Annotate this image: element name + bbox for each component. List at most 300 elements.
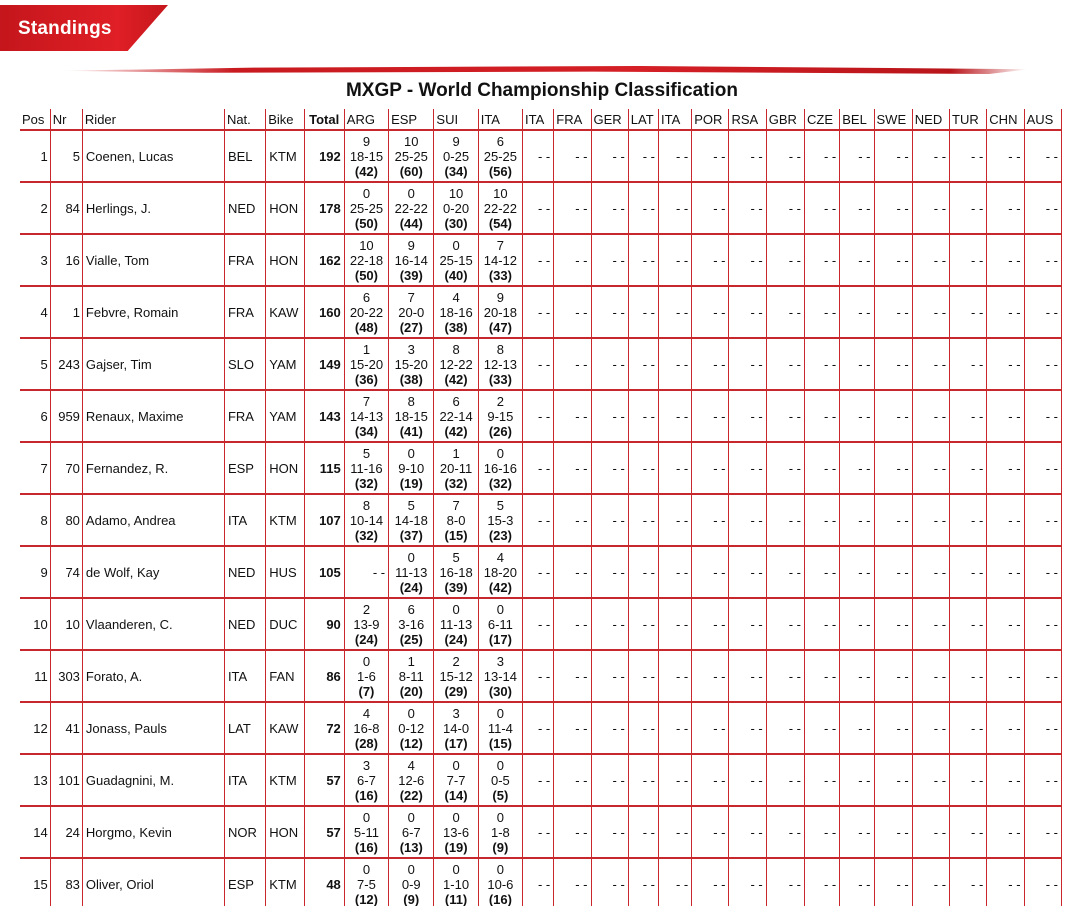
race-pts: 0 [452, 601, 460, 617]
cell-empty: - - [523, 702, 554, 754]
cell-race-result [389, 598, 434, 650]
cell-empty: - - [658, 182, 691, 234]
cell-nr: 243 [50, 338, 82, 390]
race-mr: 11-16 [350, 460, 383, 476]
race-pts: 4 [407, 757, 415, 773]
cell-pos: 3 [20, 234, 50, 286]
page-title: MXGP - World Championship Classification [345, 80, 738, 101]
cell-race-result [478, 234, 522, 286]
race-pts: 0 [452, 861, 460, 877]
cell-empty: - - [950, 702, 987, 754]
race-tot: (42) [444, 423, 468, 439]
cell-race-result [434, 234, 478, 286]
cell-empty: - - [591, 546, 628, 598]
race-tot: (15) [488, 735, 512, 751]
race-pts: 0 [452, 237, 460, 253]
cell-empty: - - [766, 546, 804, 598]
cell-empty: - - [591, 806, 628, 858]
cell-empty: - - [554, 286, 591, 338]
cell-empty: - - [987, 702, 1024, 754]
cell-empty: - - [805, 442, 840, 494]
column-header: Rider [82, 109, 224, 130]
cell-empty: - - [658, 442, 691, 494]
cell-race-result [478, 494, 522, 546]
cell-empty: - - [658, 598, 691, 650]
race-pts: 3 [362, 757, 371, 773]
cell-empty: - - [950, 598, 987, 650]
race-pts: 2 [452, 653, 460, 669]
race-tot: (16) [354, 839, 378, 855]
tab-title[interactable]: Standings [18, 18, 112, 39]
cell-pos: 6 [20, 390, 50, 442]
cell-nat: FRA [224, 234, 265, 286]
cell-race-result [389, 754, 434, 806]
cell-race-result [434, 338, 478, 390]
cell-race-result [478, 702, 522, 754]
race-pts: 0 [496, 809, 504, 825]
race-pts: 6 [362, 289, 371, 305]
cell-empty: - - [805, 390, 840, 442]
cell-empty: - - [912, 650, 949, 702]
cell-empty: - - [874, 598, 912, 650]
race-pts: 8 [496, 341, 504, 357]
race-mr: 11-13 [395, 564, 428, 580]
cell-empty: - - [950, 546, 987, 598]
race-pts: 0 [407, 705, 415, 721]
race-tot: (17) [444, 735, 468, 751]
cell-empty: - - [591, 338, 628, 390]
cell-empty: - - [523, 494, 554, 546]
cell-empty: - - [1024, 702, 1061, 754]
cell-race-result [434, 286, 478, 338]
race-mr: 3-16 [398, 616, 425, 632]
race-mr: 25-15 [439, 252, 473, 268]
cell-empty: - - [766, 286, 804, 338]
cell-empty: - - [840, 546, 874, 598]
cell-empty: - - [658, 754, 691, 806]
cell-empty: - - [628, 650, 658, 702]
cell-empty: - - [1024, 754, 1061, 806]
cell-empty: - - [523, 130, 554, 182]
cell-empty: - - [591, 650, 628, 702]
cell-empty: - - [950, 390, 987, 442]
cell-empty: - - [692, 182, 729, 234]
cell-empty: - - [628, 598, 658, 650]
column-header: GBR [766, 109, 804, 130]
cell-empty: - - [840, 858, 874, 906]
cell-race-result [389, 442, 434, 494]
cell-empty: - - [658, 702, 691, 754]
cell-empty: - - [805, 858, 840, 906]
cell-race-result [478, 442, 522, 494]
cell-race-result [478, 858, 522, 906]
race-mr: 20-0 [398, 304, 425, 320]
cell-empty: - - [840, 702, 874, 754]
cell-race-result [434, 858, 478, 906]
race-tot: (22) [399, 787, 423, 803]
race-tot: (41) [399, 423, 423, 439]
race-pts: 8 [407, 393, 415, 409]
table-row [20, 858, 1062, 906]
cell-pos: 8 [20, 494, 50, 546]
cell-empty: - - [692, 702, 729, 754]
cell-nr: 24 [50, 806, 82, 858]
table-row [20, 494, 1062, 546]
cell-nat: BEL [224, 130, 265, 182]
race-mr: 7-7 [446, 772, 466, 788]
cell-empty: - - [692, 598, 729, 650]
cell-bike: HON [266, 182, 304, 234]
column-header: NED [912, 109, 949, 130]
race-mr: 1-8 [490, 824, 510, 840]
race-mr: 22-14 [439, 408, 473, 424]
cell-pos: 5 [20, 338, 50, 390]
cell-empty: - - [1024, 598, 1061, 650]
cell-empty: - - [554, 182, 591, 234]
cell-empty: - - [950, 234, 987, 286]
race-mr: 10-6 [487, 876, 514, 892]
cell-empty: - - [692, 442, 729, 494]
cell-empty: - - [766, 442, 804, 494]
cell-nr: 83 [50, 858, 82, 906]
cell-race-result [389, 494, 434, 546]
cell-bike: HON [266, 442, 304, 494]
cell-race-result [478, 546, 522, 598]
race-mr: 6-11 [487, 616, 513, 632]
cell-empty: - - [1024, 234, 1061, 286]
cell-empty: - - [805, 754, 840, 806]
cell-race-result [478, 754, 522, 806]
cell-empty: - - [912, 858, 949, 906]
race-tot: (12) [354, 891, 378, 906]
race-tot: (39) [444, 579, 468, 595]
cell-empty: - - [766, 338, 804, 390]
cell-empty: - - [554, 130, 591, 182]
race-tot: (7) [358, 683, 375, 699]
column-header: Pos [20, 109, 50, 130]
cell-race-result [478, 286, 522, 338]
cell-race-result [434, 182, 478, 234]
cell-race-result [434, 650, 478, 702]
race-pts: 10 [448, 185, 464, 201]
cell-empty: - - [729, 286, 766, 338]
cell-race-result [478, 598, 522, 650]
cell-empty: - - [912, 286, 949, 338]
cell-race-result [478, 806, 522, 858]
race-tot: (42) [354, 163, 378, 179]
cell-empty: - - [729, 858, 766, 906]
column-header: ARG [344, 109, 388, 130]
race-tot: (34) [354, 423, 378, 439]
cell-empty: - - [1024, 858, 1061, 906]
cell-empty: - - [523, 338, 554, 390]
race-mr: 0-25 [443, 148, 470, 164]
cell-empty: - - [805, 494, 840, 546]
race-tot: (47) [488, 319, 512, 335]
race-mr: 14-12 [483, 252, 517, 268]
cell-race-result [389, 130, 434, 182]
cell-empty: - - [874, 494, 912, 546]
cell-empty: - - [987, 598, 1024, 650]
header-row [20, 109, 1062, 130]
race-tot: (29) [444, 683, 468, 699]
race-tot: (9) [492, 839, 509, 855]
race-tot: (32) [488, 475, 512, 491]
cell-empty: - - [658, 130, 691, 182]
cell-race-result [389, 286, 434, 338]
cell-empty: - - [766, 702, 804, 754]
cell-empty: - - [987, 338, 1024, 390]
cell-empty: - - [840, 390, 874, 442]
cell-empty: - - [805, 338, 840, 390]
cell-race-result [344, 702, 388, 754]
race-mr: 0-9 [401, 876, 421, 892]
race-pts: 8 [452, 341, 460, 357]
cell-rider: Jonass, Pauls [82, 702, 224, 754]
cell-pos: 14 [20, 806, 50, 858]
cell-empty: - - [523, 182, 554, 234]
race-pts: 0 [362, 185, 371, 201]
cell-empty: - - [874, 338, 912, 390]
race-pts: 7 [407, 289, 415, 305]
cell-race-result [478, 182, 522, 234]
column-header: BEL [840, 109, 874, 130]
race-tot: (42) [444, 371, 468, 387]
cell-pos: 10 [20, 598, 50, 650]
race-mr: 18-16 [439, 304, 473, 320]
race-pts: 0 [362, 861, 371, 877]
race-tot: (19) [399, 475, 423, 491]
cell-rider: Febvre, Romain [82, 286, 224, 338]
table-row [20, 130, 1062, 182]
cell-rider: Vlaanderen, C. [82, 598, 224, 650]
race-mr: 0-20 [443, 200, 470, 216]
race-pts: 0 [496, 705, 504, 721]
cell-empty: - - [628, 702, 658, 754]
cell-empty: - - [840, 442, 874, 494]
cell-empty: - - [766, 130, 804, 182]
cell-empty: - - [729, 442, 766, 494]
cell-empty: - - [658, 806, 691, 858]
cell-race-result [389, 702, 434, 754]
race-pts: 0 [362, 809, 371, 825]
cell-empty: - - [912, 598, 949, 650]
cell-race-result [389, 234, 434, 286]
cell-empty: - - [658, 286, 691, 338]
race-tot: (38) [399, 371, 423, 387]
cell-race-result [344, 390, 388, 442]
cell-rider: Coenen, Lucas [82, 130, 224, 182]
race-tot: (25) [399, 631, 423, 647]
cell-nr: 80 [50, 494, 82, 546]
cell-empty: - - [766, 234, 804, 286]
race-mr: 25-25 [349, 200, 384, 216]
cell-empty: - - [1024, 182, 1061, 234]
cell-empty: - - [805, 546, 840, 598]
cell-race-result [434, 754, 478, 806]
race-pts: 0 [496, 601, 504, 617]
race-pts: 4 [496, 549, 504, 565]
cell-pos: 12 [20, 702, 50, 754]
cell-empty: - - [912, 234, 949, 286]
race-pts: 5 [496, 497, 504, 513]
cell-nat: ITA [224, 494, 265, 546]
cell-bike: HUS [266, 546, 304, 598]
race-mr: 11-13 [439, 616, 473, 632]
cell-empty: - - [692, 650, 729, 702]
cell-empty: - - [912, 338, 949, 390]
cell-empty: - - [805, 286, 840, 338]
race-pts: 6 [496, 133, 504, 149]
cell-empty: - - [628, 286, 658, 338]
cell-empty: - - [766, 494, 804, 546]
cell-empty: - - [658, 338, 691, 390]
cell-race-result [389, 650, 434, 702]
cell-empty: - - [591, 702, 628, 754]
race-tot: (44) [399, 215, 423, 231]
cell-empty: - - [766, 390, 804, 442]
race-mr: 16-8 [353, 720, 380, 736]
cell-nat: ITA [224, 754, 265, 806]
race-pts: 0 [407, 185, 415, 201]
race-pts: 5 [452, 549, 460, 565]
cell-empty: - - [912, 494, 949, 546]
cell-empty: - - [950, 806, 987, 858]
race-pts: 5 [362, 445, 371, 461]
table-row [20, 390, 1062, 442]
race-mr: 0-5 [490, 772, 510, 788]
cell-empty: - - [874, 390, 912, 442]
race-mr: 15-12 [439, 668, 473, 684]
cell-race-result [344, 442, 388, 494]
cell-rider: Herlings, J. [82, 182, 224, 234]
cell-empty: - - [840, 754, 874, 806]
race-mr: 14-13 [349, 408, 384, 424]
cell-total: 149 [304, 338, 344, 390]
cell-empty: - - [628, 338, 658, 390]
cell-empty: - - [729, 546, 766, 598]
cell-empty: - - [912, 702, 949, 754]
cell-empty: - - [874, 858, 912, 906]
cell-empty: - - [1024, 650, 1061, 702]
cell-empty: - - [554, 806, 591, 858]
cell-empty: - - [344, 546, 388, 598]
cell-empty: - - [987, 650, 1024, 702]
cell-total: 86 [304, 650, 344, 702]
cell-race-result [344, 286, 388, 338]
cell-pos: 13 [20, 754, 50, 806]
column-header: LAT [628, 109, 658, 130]
race-pts: 0 [496, 861, 504, 877]
cell-empty: - - [912, 390, 949, 442]
race-mr: 8-0 [446, 512, 466, 528]
cell-rider: Vialle, Tom [82, 234, 224, 286]
race-mr: 6-7 [357, 772, 376, 788]
race-mr: 9-10 [398, 460, 425, 476]
cell-empty: - - [729, 182, 766, 234]
column-header: POR [692, 109, 729, 130]
cell-rider: Horgmo, Kevin [82, 806, 224, 858]
cell-empty: - - [523, 546, 554, 598]
cell-race-result [344, 338, 388, 390]
race-pts: 0 [496, 757, 504, 773]
cell-empty: - - [987, 286, 1024, 338]
cell-empty: - - [523, 650, 554, 702]
cell-total: 72 [304, 702, 344, 754]
cell-race-result [344, 234, 388, 286]
race-mr: 20-11 [439, 460, 473, 476]
cell-empty: - - [628, 390, 658, 442]
cell-empty: - - [840, 494, 874, 546]
cell-empty: - - [628, 494, 658, 546]
race-mr: 14-0 [443, 720, 470, 736]
race-tot: (24) [399, 579, 423, 595]
cell-empty: - - [912, 806, 949, 858]
race-pts: 0 [452, 809, 460, 825]
cell-race-result [344, 858, 388, 906]
race-pts: 0 [407, 549, 415, 565]
race-mr: 6-7 [401, 824, 421, 840]
cell-empty: - - [692, 546, 729, 598]
race-tot: (28) [354, 735, 378, 751]
column-header: CHN [987, 109, 1024, 130]
cell-rider: Adamo, Andrea [82, 494, 224, 546]
race-tot: (13) [399, 839, 423, 855]
race-tot: (50) [354, 267, 378, 283]
cell-empty: - - [840, 806, 874, 858]
race-tot: (38) [444, 319, 468, 335]
cell-empty: - - [554, 650, 591, 702]
race-tot: (11) [444, 891, 468, 906]
cell-rider: Fernandez, R. [82, 442, 224, 494]
race-pts: 9 [362, 133, 371, 149]
cell-empty: - - [523, 806, 554, 858]
race-mr: 22-22 [394, 200, 428, 216]
cell-bike: KTM [266, 130, 304, 182]
cell-empty: - - [805, 182, 840, 234]
cell-empty: - - [874, 234, 912, 286]
table-row [20, 234, 1062, 286]
cell-race-result [389, 182, 434, 234]
cell-total: 115 [304, 442, 344, 494]
cell-empty: - - [950, 754, 987, 806]
race-mr: 12-22 [439, 356, 473, 372]
cell-empty: - - [874, 286, 912, 338]
cell-empty: - - [658, 546, 691, 598]
cell-empty: - - [628, 442, 658, 494]
cell-bike: YAM [266, 338, 304, 390]
cell-empty: - - [1024, 442, 1061, 494]
race-pts: 9 [407, 237, 415, 253]
cell-empty: - - [950, 338, 987, 390]
race-pts: 4 [362, 705, 371, 721]
cell-empty: - - [658, 390, 691, 442]
cell-nr: 84 [50, 182, 82, 234]
cell-empty: - - [523, 442, 554, 494]
cell-empty: - - [729, 390, 766, 442]
cell-empty: - - [874, 650, 912, 702]
cell-pos: 1 [20, 130, 50, 182]
cell-empty: - - [987, 858, 1024, 906]
cell-empty: - - [805, 806, 840, 858]
cell-empty: - - [628, 806, 658, 858]
race-mr: 16-18 [439, 564, 473, 580]
cell-total: 90 [304, 598, 344, 650]
race-mr: 12-6 [398, 772, 425, 788]
race-mr: 18-15 [349, 148, 384, 164]
cell-nr: 1 [50, 286, 82, 338]
cell-nat: ESP [224, 442, 265, 494]
